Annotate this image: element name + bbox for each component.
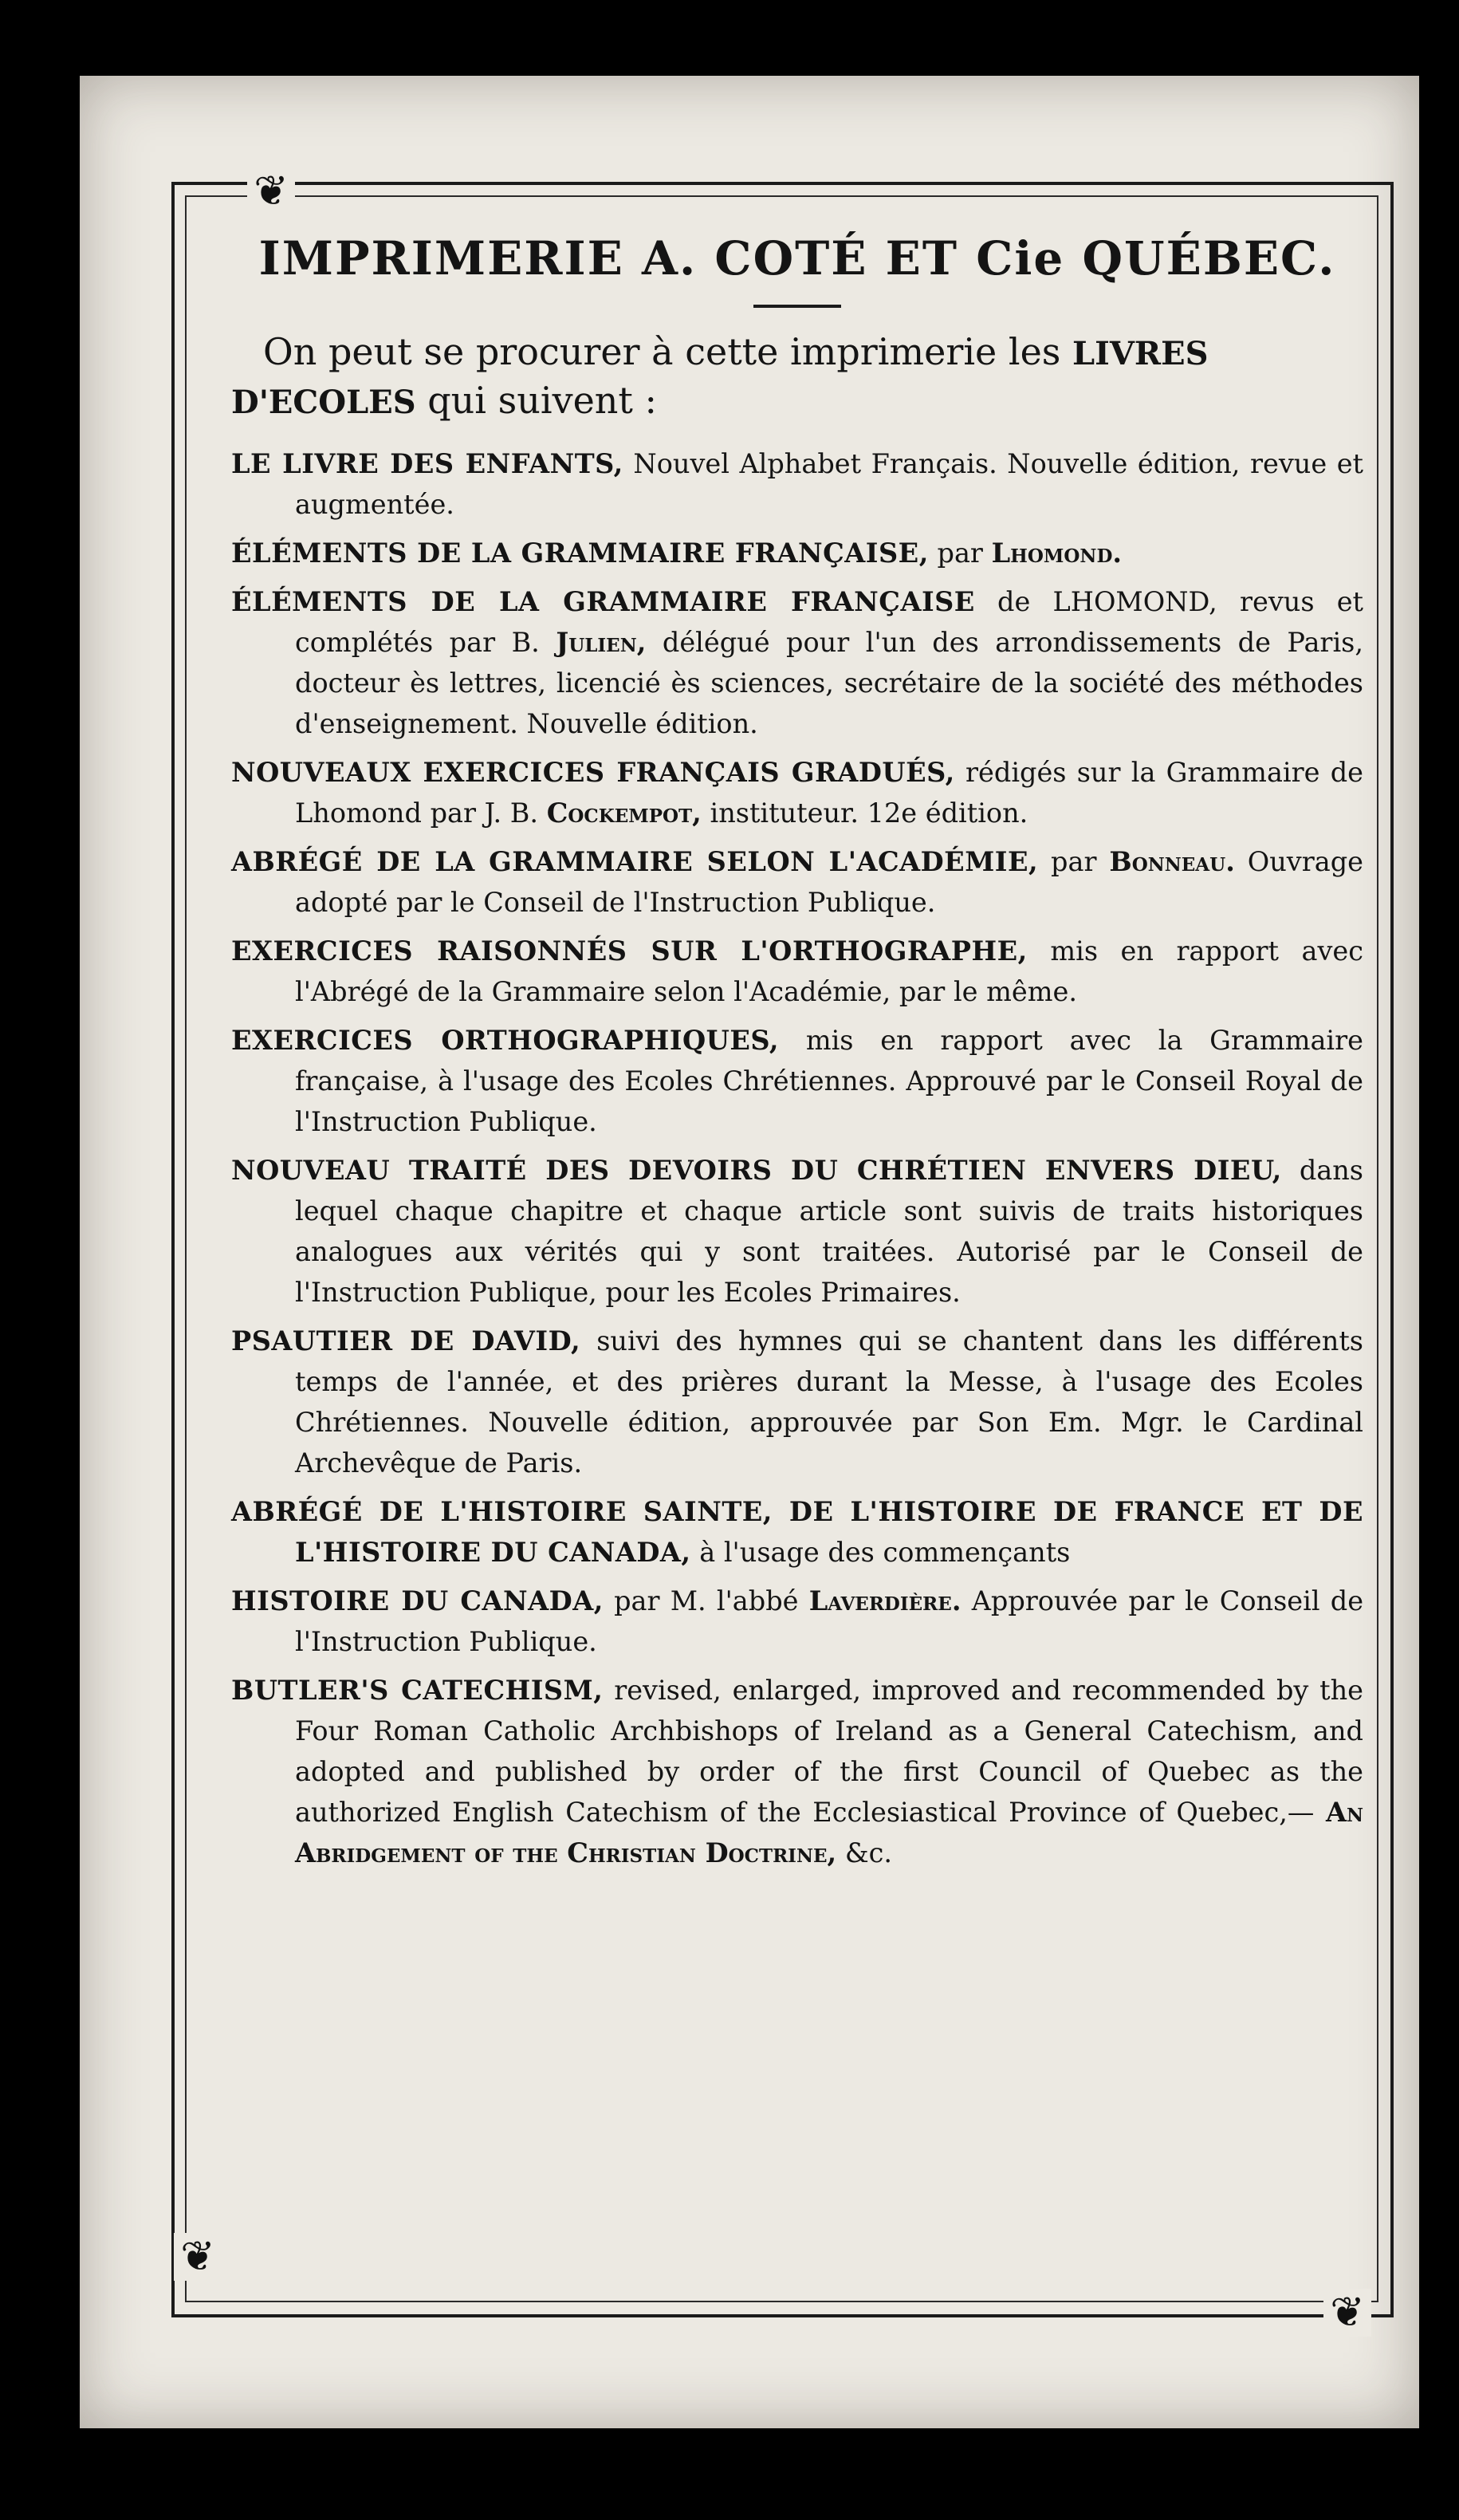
document-content [231,231,1363,1881]
book-description-tail: Approuvée par le Conseil de l'Instruction Publique. [295,1585,1364,1657]
book-title: BUTLER'S CATECHISM, [231,1675,604,1706]
intro-emphasis: LIVRES D'ECOLES [231,335,1209,421]
book-title: ÉLÉMENTS DE LA GRAMMAIRE FRANÇAISE [231,586,975,617]
book-description: mis en rapport avec la Grammaire française, à l'usage des Ecoles Chrétiennes. Approuvé par le Conseil Royal de l'Instruction Publique. [295,1025,1363,1137]
page-title: IMPRIMERIE A. COTÉ ET Cie QUÉBEC. [258,231,1336,285]
book-title: ABRÉGÉ DE L'HISTOIRE SAINTE, DE L'HISTOIRE DE FRANCE ET DE L'HISTOIRE DU CANADA, [231,1496,1363,1568]
book-entry [231,1150,1363,1313]
book-author: An Abridgement of the Christian Doctrine, [295,1797,1363,1868]
book-list [231,443,1363,1873]
book-author: Julien, [556,627,647,658]
corner-ornament-top-left: ❦ [247,167,295,215]
book-description: rédigés sur la Grammaire de Lhomond par J. B. [295,757,1363,829]
book-description-tail: Ouvrage adopté par le Conseil de l'Instruction Publique. [295,846,1363,918]
book-title: HISTOIRE DU CANADA, [231,1585,604,1616]
book-entry [231,1020,1363,1142]
intro-paragraph [231,329,1363,426]
book-title: EXERCICES RAISONNÉS SUR L'ORTHOGRAPHE, [231,935,1028,967]
title-divider [753,305,841,308]
corner-ornament-bottom-right: ❦ [1323,2289,1371,2337]
corner-ornament-bottom-left: ❦ [174,2233,222,2281]
book-entry [231,1491,1363,1573]
book-entry [231,931,1363,1012]
book-description-tail: délégué pour l'un des arrondissements de Paris, docteur ès lettres, licencié ès sciences, secrétaire de la société des méthodes d'enseignement. Nouvelle édition. [295,627,1364,739]
book-description: par M. l'abbé [614,1585,799,1616]
book-title: LE LIVRE DES ENFANTS, [231,448,623,479]
book-title: EXERCICES ORTHOGRAPHIQUES, [231,1025,780,1056]
book-description: par [937,537,983,569]
book-entry [231,752,1363,833]
book-title: ABRÉGÉ DE LA GRAMMAIRE SELON L'ACADÉMIE, [231,846,1039,877]
book-description-tail: &c. [844,1837,893,1868]
book-title: NOUVEAU TRAITÉ DES DEVOIRS DU CHRÉTIEN ENVERS DIEU, [231,1155,1282,1186]
intro-tail: qui suivent : [427,379,658,422]
book-author: Lhomond. [991,537,1123,569]
book-entry [231,1321,1363,1483]
book-description: mis en rapport avec l'Abrégé de la Grammaire selon l'Académie, par le même. [295,935,1363,1007]
book-description: dans lequel chaque chapitre et chaque article sont suivis de traits historiques analogues aux vérités qui y sont traitées. Autorisé par le Conseil de l'Instruction Publique, pour les Ecoles Primaires. [295,1155,1363,1308]
book-author: Cockempot, [546,797,702,829]
book-description: de LHOMOND, revus et complétés par B. [295,586,1363,658]
book-entry [231,1670,1363,1873]
book-description-tail: instituteur. 12e édition. [710,797,1028,829]
book-title: ÉLÉMENTS DE LA GRAMMAIRE FRANÇAISE, [231,537,929,569]
book-description: à l'usage des commençants [699,1537,1071,1568]
book-entry [231,841,1363,923]
book-author: Laverdière. [808,1585,962,1616]
book-description: par [1051,846,1097,877]
book-description: Nouvel Alphabet Français. Nouvelle édition, revue et augmentée. [295,448,1363,520]
book-entry [231,443,1363,525]
book-title: PSAUTIER DE DAVID, [231,1325,581,1356]
book-entry [231,533,1363,573]
book-title: NOUVEAUX EXERCICES FRANÇAIS GRADUÉS, [231,757,955,788]
book-description: revised, enlarged, improved and recommended by the Four Roman Catholic Archbishops of Ireland as a General Catechism, and adopted and published by order of the first Council of Quebec as the authorized English Catechism of the Ecclesiastical Province of Quebec,— [295,1675,1364,1828]
book-entry [231,1581,1363,1662]
book-author: Bonneau. [1109,846,1235,877]
intro-text: On peut se procurer à cette imprimerie les [263,330,1061,373]
book-entry [231,581,1363,744]
book-description: suivi des hymnes qui se chantent dans les différents temps de l'année, et des prières durant la Messe, à l'usage des Ecoles Chrétiennes. Nouvelle édition, approuvée par Son Em. Mgr. le Cardinal Archevêque de Paris. [295,1325,1363,1479]
